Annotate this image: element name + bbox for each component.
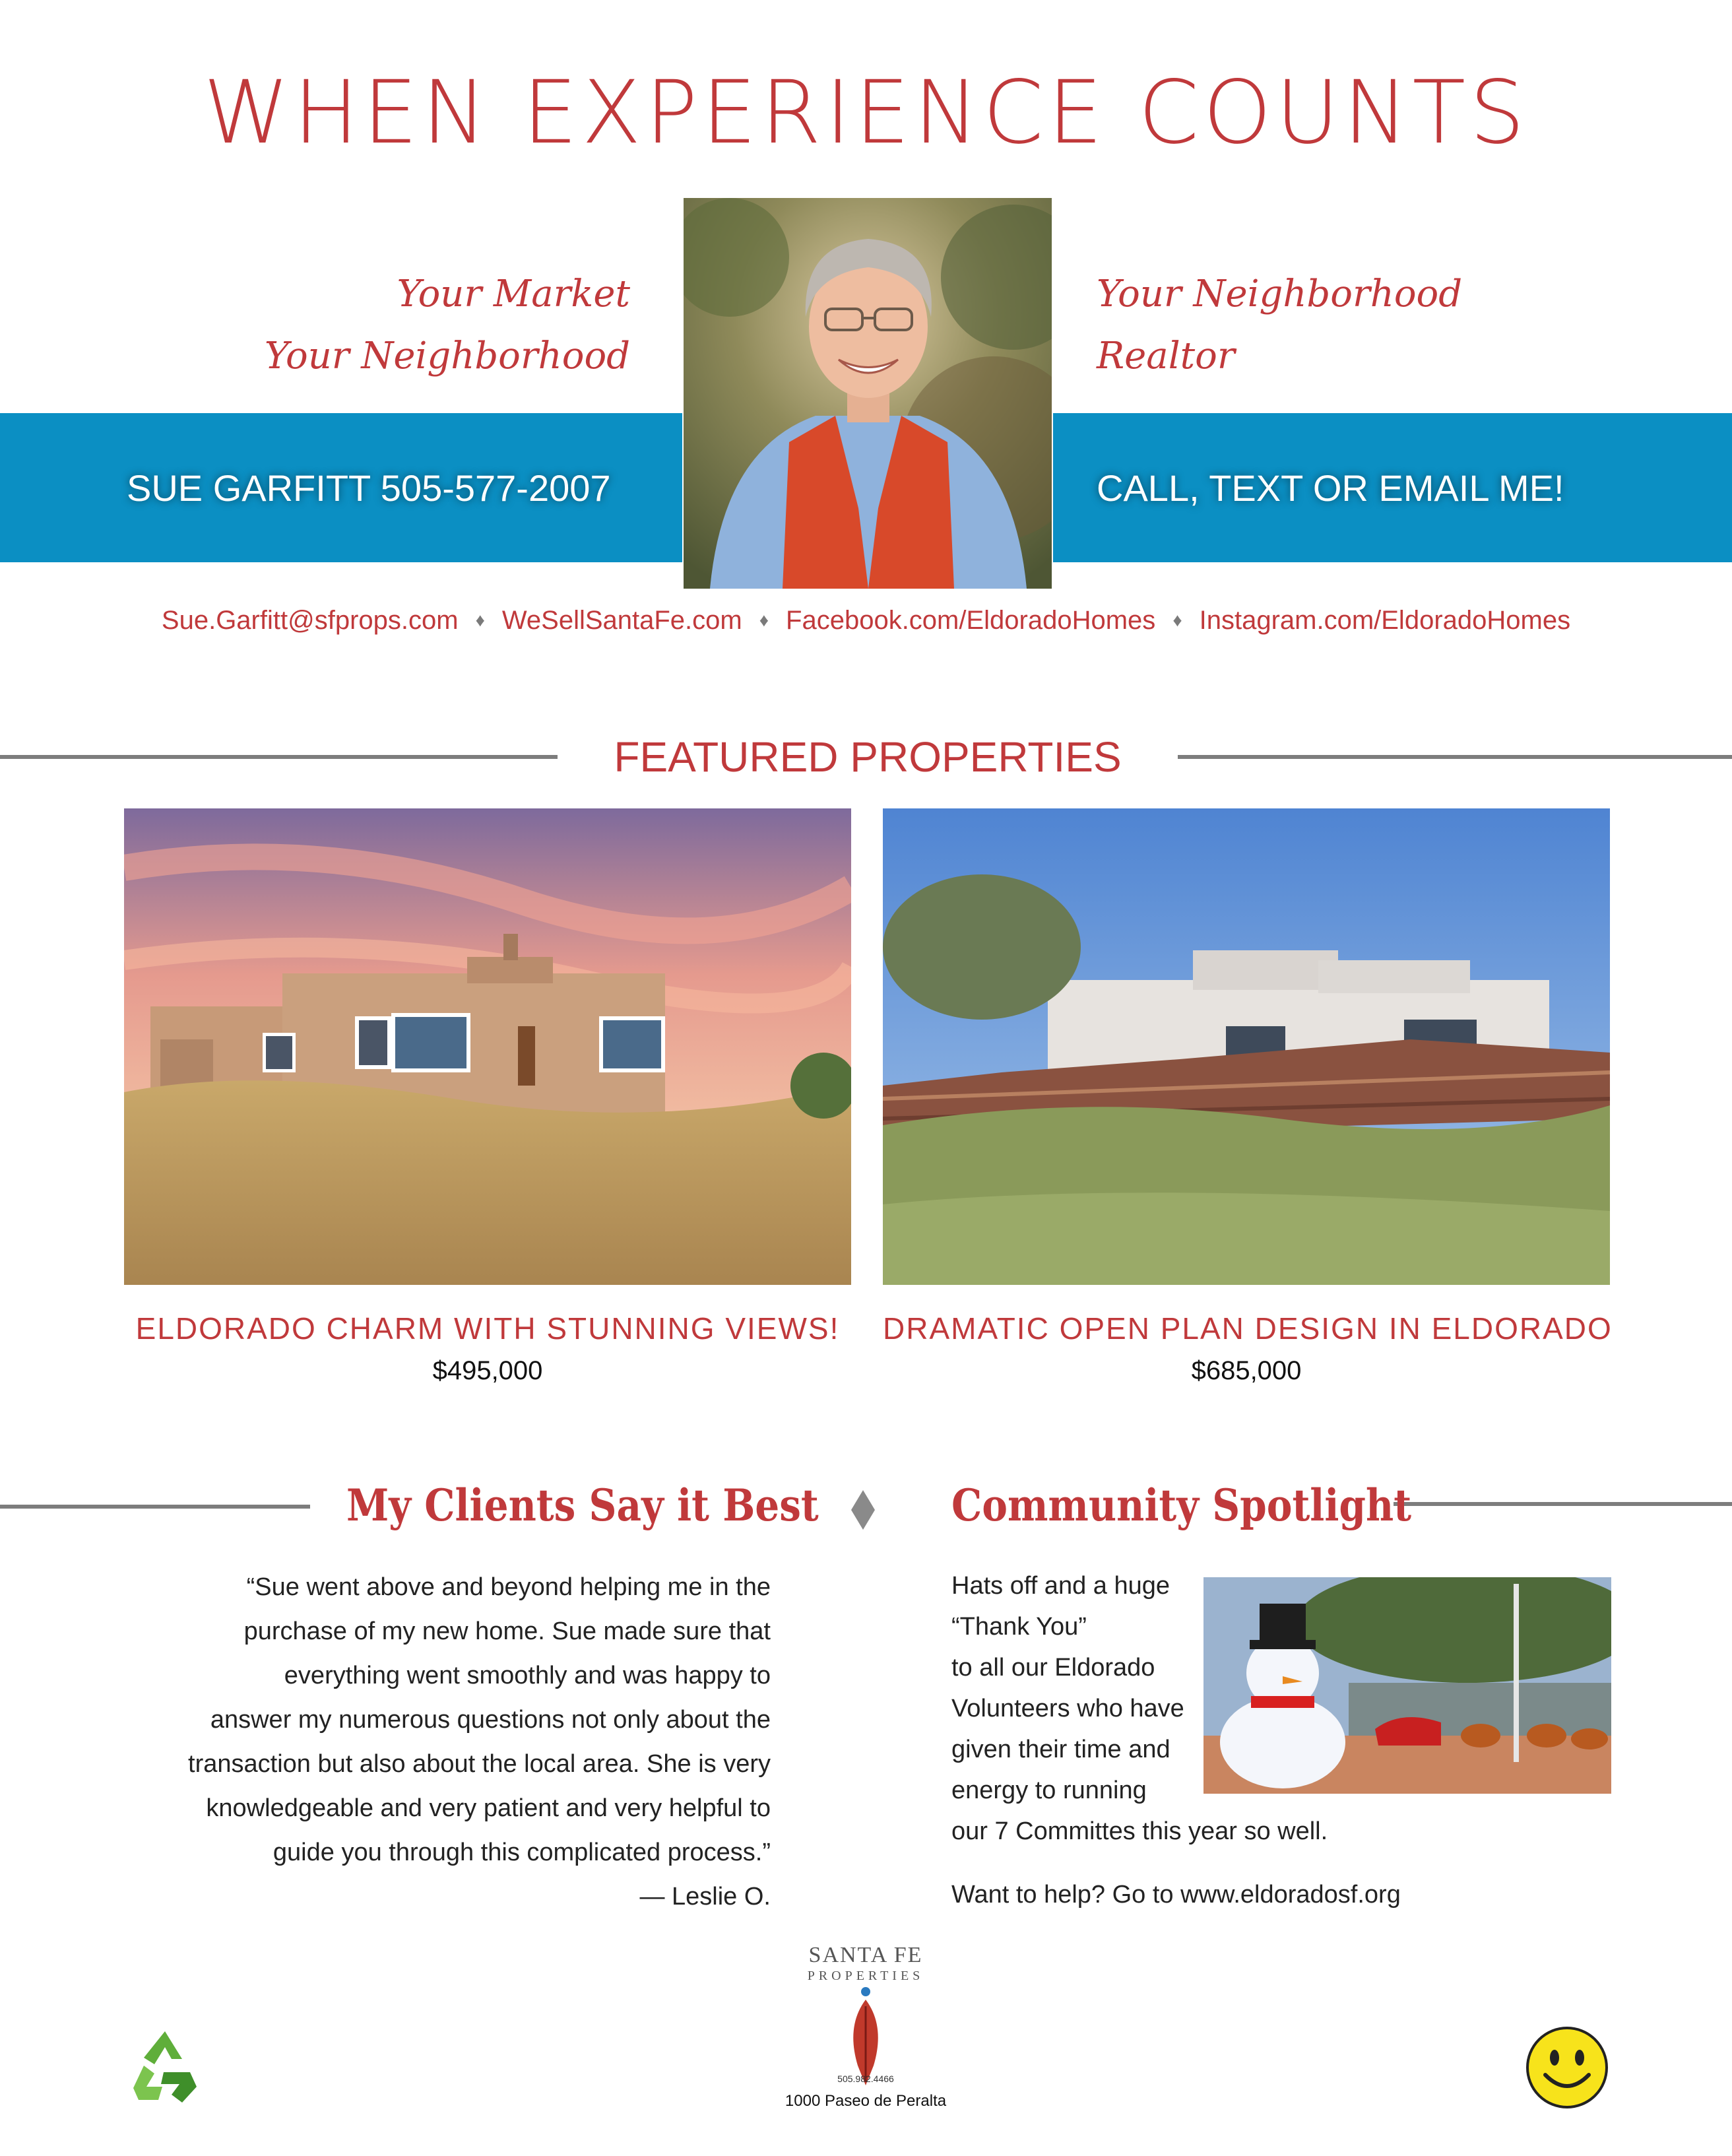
tagline-left-2: Your Neighborhood xyxy=(264,335,630,377)
property-title-1[interactable]: ELDORADO CHARM WITH STUNNING VIEWS! xyxy=(135,1311,840,1346)
featured-properties-title: FEATURED PROPERTIES xyxy=(614,733,1122,781)
quote-author: — Leslie O. xyxy=(639,1883,771,1911)
email-link[interactable]: Sue.Garfitt@sfprops.com xyxy=(161,606,459,635)
recycle-icon xyxy=(124,2026,206,2108)
divider-left xyxy=(0,755,558,759)
diamond-icon xyxy=(851,1490,875,1530)
website-link[interactable]: WeSellSantaFe.com xyxy=(501,606,742,635)
diamond-icon: ♦ xyxy=(759,610,769,630)
client-quote xyxy=(45,1565,771,1919)
headline: WHEN EXPERIENCE COUNTS xyxy=(203,62,1529,164)
logo-line-2: PROPERTIES xyxy=(807,1969,924,1983)
property-price-1: $495,000 xyxy=(432,1356,543,1385)
tagline-right-2: Realtor xyxy=(1097,335,1235,377)
community-line: energy to running xyxy=(951,1777,1147,1804)
community-line: Hats off and a huge xyxy=(951,1572,1170,1600)
diamond-icon: ♦ xyxy=(475,610,485,630)
community-line: Volunteers who have xyxy=(951,1695,1184,1722)
santa-fe-properties-logo xyxy=(800,1944,932,2088)
community-line: “Thank You” xyxy=(951,1613,1087,1641)
footer-address: 1000 Paseo de Peralta xyxy=(785,2092,947,2110)
property-title-2[interactable]: DRAMATIC OPEN PLAN DESIGN IN ELDORADO xyxy=(883,1311,1613,1346)
instagram-link[interactable]: Instagram.com/EldoradoHomes xyxy=(1199,606,1571,635)
agent-portrait xyxy=(684,198,1052,589)
quote-line: “Sue went above and beyond helping me in the xyxy=(246,1573,771,1601)
community-cta: Want to help? Go to www.eldoradosf.org xyxy=(951,1881,1401,1909)
divider-left-lower xyxy=(0,1505,310,1509)
quote-line: answer my numerous questions not only about the xyxy=(210,1706,771,1734)
community-line: to all our Eldorado xyxy=(951,1654,1155,1682)
quote-line: knowledgeable and very patient and very helpful to xyxy=(206,1794,771,1822)
smiley-icon xyxy=(1525,2026,1609,2109)
property-photo-2[interactable] xyxy=(883,808,1610,1285)
property-price-2: $685,000 xyxy=(1191,1356,1302,1385)
community-title: Community Spotlight xyxy=(951,1480,1412,1531)
community-line: our 7 Committes this year so well. xyxy=(951,1817,1328,1845)
community-photo xyxy=(1203,1577,1611,1794)
tagline-right-1: Your Neighborhood xyxy=(1097,273,1463,315)
tagline-left-1: Your Market xyxy=(397,273,630,315)
property-photo-1[interactable] xyxy=(124,808,851,1285)
clients-title: My Clients Say it Best xyxy=(346,1480,819,1531)
feather-icon xyxy=(839,1986,892,2085)
agent-name-phone: SUE GARFITT 505-577-2007 xyxy=(127,467,611,509)
quote-line: everything went smoothly and was happy to xyxy=(284,1662,771,1689)
footer-phone: 505.982.4466 xyxy=(837,2074,894,2084)
quote-line: transaction but also about the local area. She is very xyxy=(188,1750,771,1778)
diamond-icon: ♦ xyxy=(1172,610,1182,630)
divider-right-lower xyxy=(1394,1502,1732,1506)
contact-links xyxy=(0,606,1732,636)
facebook-link[interactable]: Facebook.com/EldoradoHomes xyxy=(786,606,1156,635)
call-to-action: CALL, TEXT OR EMAIL ME! xyxy=(1097,467,1564,509)
logo-line-1: SANTA FE xyxy=(808,1943,923,1967)
community-line: given their time and xyxy=(951,1736,1171,1763)
quote-line: purchase of my new home. Sue made sure that xyxy=(243,1617,771,1645)
divider-right xyxy=(1178,755,1732,759)
quote-line: guide you through this complicated process.” xyxy=(273,1839,771,1866)
